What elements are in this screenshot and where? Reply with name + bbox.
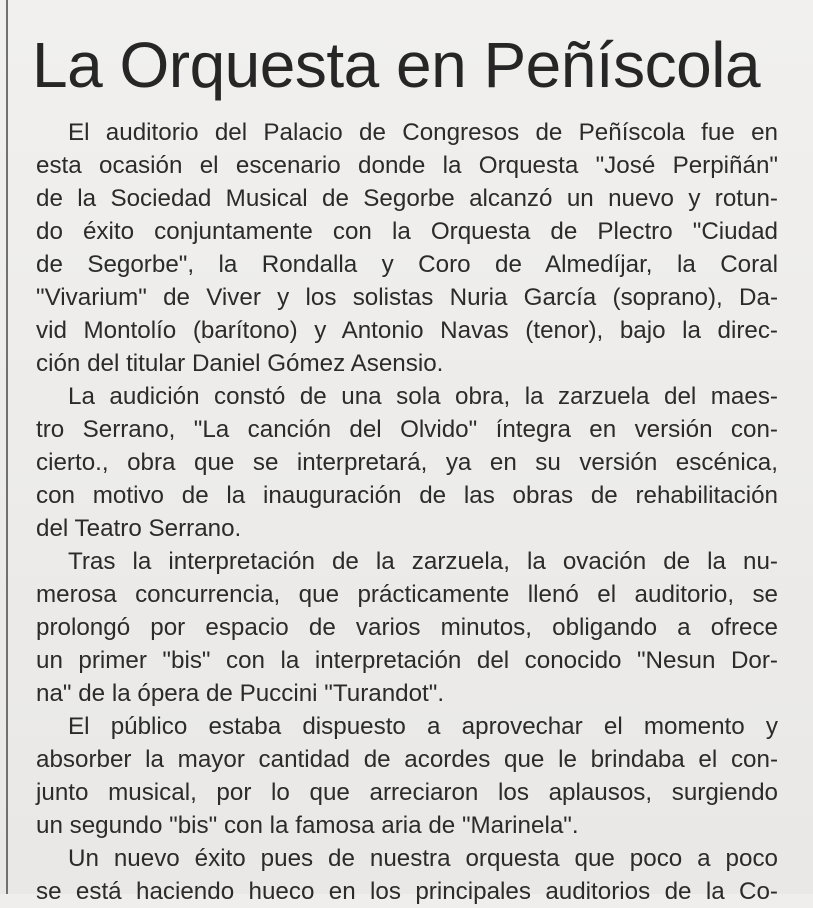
article-line: do éxito conjuntamente con la Orquesta de Plectro "Ciudad [36, 218, 778, 245]
article-line: "Vivarium" de Viver y los solistas Nuria García (soprano), Da- [36, 284, 778, 311]
article-line: vid Montolío (barítono) y Antonio Navas (tenor), bajo la direc- [36, 317, 778, 344]
article-line: prolongó por espacio de varios minutos, obligando a ofrece [36, 614, 778, 641]
article-line: El público estaba dispuesto a aprovechar el momento y [68, 713, 778, 740]
article-line: cierto., obra que se interpretará, ya en su versión escénica, [36, 449, 778, 476]
article-line: Tras la interpretación de la zarzuela, la ovación de la nu- [68, 548, 778, 575]
article-line: de la Sociedad Musical de Segorbe alcanzó un nuevo y rotun- [36, 185, 778, 212]
article-line: tro Serrano, "La canción del Olvido" íntegra en versión con- [36, 416, 778, 443]
article-line: Un nuevo éxito pues de nuestra orquesta que poco a poco [68, 845, 778, 872]
article-line: un segundo "bis" con la famosa aria de "Marinela". [36, 812, 579, 839]
article-line: absorber la mayor cantidad de acordes que le brindaba el con- [36, 746, 778, 773]
article-line: de Segorbe", la Rondalla y Coro de Almedíjar, la Coral [36, 251, 778, 278]
article-line: merosa concurrencia, que prácticamente llenó el auditorio, se [36, 581, 778, 608]
article-line: con motivo de la inauguración de las obras de rehabilitación [36, 482, 778, 509]
article-line: ción del titular Daniel Gómez Asensio. [36, 350, 444, 377]
article-line: un primer "bis" con la interpretación del conocido "Nesun Dor- [36, 647, 778, 674]
article-line: na" de la ópera de Puccini "Turandot". [36, 680, 445, 707]
article-headline: La Orquesta en Peñíscola [32, 29, 761, 101]
article-line: La audición constó de una sola obra, la zarzuela del maes- [68, 383, 778, 410]
article-line: del Teatro Serrano. [36, 515, 242, 542]
article-line: esta ocasión el escenario donde la Orquesta "José Perpiñán" [36, 152, 778, 179]
article-line: El auditorio del Palacio de Congresos de Peñíscola fue en [68, 119, 778, 146]
article-line: junto musical, por lo que arreciaron los aplausos, surgiendo [36, 779, 778, 806]
column-rule [6, 0, 8, 894]
article-line: se está haciendo hueco en los principales auditorios de la Co- [36, 878, 778, 905]
